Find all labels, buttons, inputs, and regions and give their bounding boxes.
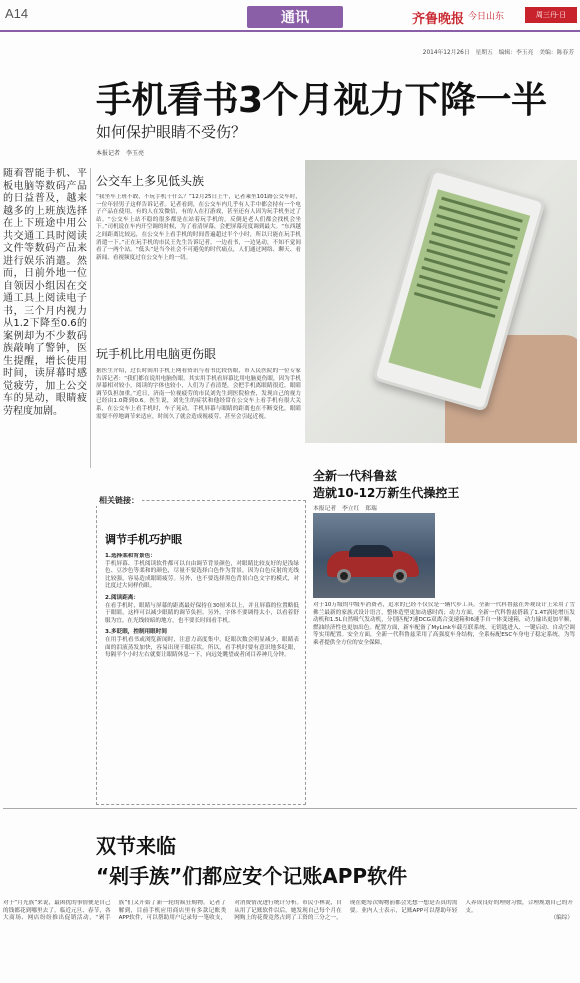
tips-body: [105, 553, 299, 801]
main-headline: 手机看书3个月视力下降一半: [96, 80, 547, 121]
car-wheel-front: [337, 569, 351, 583]
page-number: A14: [5, 6, 29, 21]
section2-body: [96, 368, 301, 490]
section1-text: “我坐车上班不敢，不玩手机干什么？”12月25日上午，记者乘坐101路公交车时，一位年轻男子这样告诉记者。记者看到，在公交车内几乎有人手中都会持有一个电子产品在使用，有的人在发微信，有的人在打游戏，甚至还有人因为玩手机坐过了站。“公交车上站不稳的很多都是在站着玩手机的，反倒是老人们都会找机会坐下。”司机说在车内开空调的时候，为了看清屏幕，会把屏幕亮度调到最大。“东西越之间距离比较远，在公交车上看手机的时间普遍超过半个小时，所以只能在玩手机消遣一下。”正在玩手机的市民王先生告诉记者。一边看书，一边晃动，不知不觉间看了一两个站。“低头”是当今社会不可避免的时代痛点，人们通过网络、聊天、看新闻、看视频度过在公交车上的一切。: [96, 194, 301, 261]
phone-photo: [305, 160, 577, 443]
car-title-line1: 全新一代科鲁兹: [313, 469, 398, 483]
car-photo: [313, 513, 435, 598]
header-rule: [0, 30, 580, 32]
section2-text: 据医生介绍，过长时间用手机上网看资讯与看书比较伤眼，市人民医院的一位专家告诉记者：“我们都在说用电脑伤眼，其实用手机看屏幕比用电脑更伤眼，因为手机屏幕相对较小，阅读的字体也较小，人们为了看清楚，会把手机离眼睛很近，眼睛调节负担加重。”近日，济南一位视疲劳的市民刘先生到医院检查，发现自己的视力已经由1.0降到0.6。医生说，刘先生的症状和他经常在公交车上看手机有很大关系，在公交车上看手机时，车子晃动，手机屏幕与眼睛的距离也在不断变化，眼睛需要不停地调节来适应，时间久了就会造成视疲劳，甚至会引起近视。: [96, 368, 301, 420]
tip3-body: 在用手机看书或浏览新闻时，注意力高度集中，眨眼次数会明显减少，眼睛表面的泪液蒸发加快，容易出现干眼症状。所以，看手机时要有意识地多眨眼，每隔半个小时左右就要让眼睛休息一下，向远处眺望或者闭目养神几分钟。: [105, 636, 299, 659]
section-title: 通讯: [281, 10, 309, 26]
tip1-title: 1.选择柔和背景色：: [105, 553, 156, 559]
date-line: 2014年12月26日 星期五 编辑：李玉亮 美编：陈春芳: [422, 50, 574, 56]
tip3-title: 3.多眨眼，控制用眼时间: [105, 629, 167, 636]
tip1-body: 手机屏幕、手机阅读软件都可以自由调节背景颜色，对眼睛比较友好的是浅绿色、豆沙色等柔和的颜色，尽量不要选择白色作为背景，因为白色反射的光线比较强，容易造成眼睛疲劳。另外，也不要选择黑色背景白色文字的模式，对比度过大同样伤眼。: [105, 560, 299, 590]
section1-body: [96, 194, 301, 334]
bottom-body: [3, 900, 573, 980]
tips-label: 相关链接：: [96, 495, 142, 506]
car-byline: 本报记者 李立红 郑瑞: [313, 506, 377, 512]
lead-divider: [90, 168, 91, 468]
lead-column: 随着智能手机、平板电脑等数码产品的日益普及，越来越多的上班族选择在上下班途中用公共交通工具时阅读文件等数码产品来进行娱乐消遣。然而，日前外地一位自领因小组因在交通工具上阅读电子书，三个月内视力从1.2下降至0.6的案例却为不少数码族敲响了警钟，医生提醒，增长使用时间，读屏幕时感觉疲劳，加上公交车的晃动，眼睛疲劳程度加剧。: [3, 168, 87, 417]
edition-badge: 周三丹·日: [525, 7, 577, 23]
edition-name: 今日山东: [468, 12, 505, 22]
section2-title: 玩手机比用电脑更伤眼: [96, 347, 217, 361]
car-title-line2: 造就10-12万新生代操控王: [313, 486, 460, 500]
tips-box: [96, 496, 306, 805]
tips-title: 调节手机巧护眼: [105, 533, 182, 546]
masthead-logo: [412, 6, 524, 26]
bottom-text: 对于“月光族”来说，最困扰的事情便是自己的钱都花到哪里去了。临近元旦、春节，各大商场、网店纷纷推出促销活动，“剁手族”们又开始了新一轮的疯狂购物。记者了解到，目前手机应用商店里有多款记账类APP软件，可以帮助用户记录每一笔收支，对消费情况进行统计分析。市民小林说，自从用了记账软件以后，她发现自己每个月在网购上的花费竟然占到了工资的三分之一，现在她每次购物前都会先想一想是否真的需要。业内人士表示，记账APP可以帮助年轻人养成良好的理财习惯，合理规划自己的开支。: [3, 900, 573, 922]
bottom-source: （编综）: [550, 915, 573, 922]
paper-name: 齐鲁晚报: [412, 12, 465, 27]
bottom-headline-line2: “剁手族”们都应安个记账APP软件: [96, 864, 408, 888]
car-wheel-rear: [393, 569, 407, 583]
bottom-headline-line1: 双节来临: [96, 834, 176, 858]
tip2-title: 2.阅读距离：: [105, 594, 139, 601]
car-window: [349, 545, 393, 557]
car-text: 对于10万级的中级车消费者，追求的已经不仅仅是一辆代步工具。全新一代科鲁兹在外观设计上采用了雪佛兰最新的家族式设计语言，整体造型更加动感时尚；动力方面，全新一代科鲁兹搭载了1.4T涡轮增压发动机和1.5L自然吸气发动机，分别匹配7速DCG双离合变速箱和6速手自一体变速箱，动力输出更加平顺，燃油经济性也更加出色。配置方面，新车配备了MyLink车载互联系统、无钥匙进入、一键启动、自动空调等实用配置。安全方面，全新一代科鲁兹采用了高强度车身结构，全系标配ESC车身电子稳定系统，为驾乘者提供全方位的安全保障。: [313, 602, 575, 646]
bottom-rule: [3, 808, 577, 809]
main-subheadline: 如何保护眼睛不受伤？: [96, 123, 247, 141]
main-byline: 本报记者 李玉亮: [96, 150, 145, 157]
car-body-text: [313, 602, 575, 797]
section1-title: 公交车上多见低头族: [96, 174, 205, 188]
tip2-body: 在看手机时，眼睛与屏幕的距离最好保持在30厘米以上，并且屏幕的位置略低于眼睛，这样可以减少眼睛的调节负担。另外，字体不要调得太小，以看着舒服为宜。在光线较暗的地方，也不要长时间看手机。: [105, 602, 299, 624]
